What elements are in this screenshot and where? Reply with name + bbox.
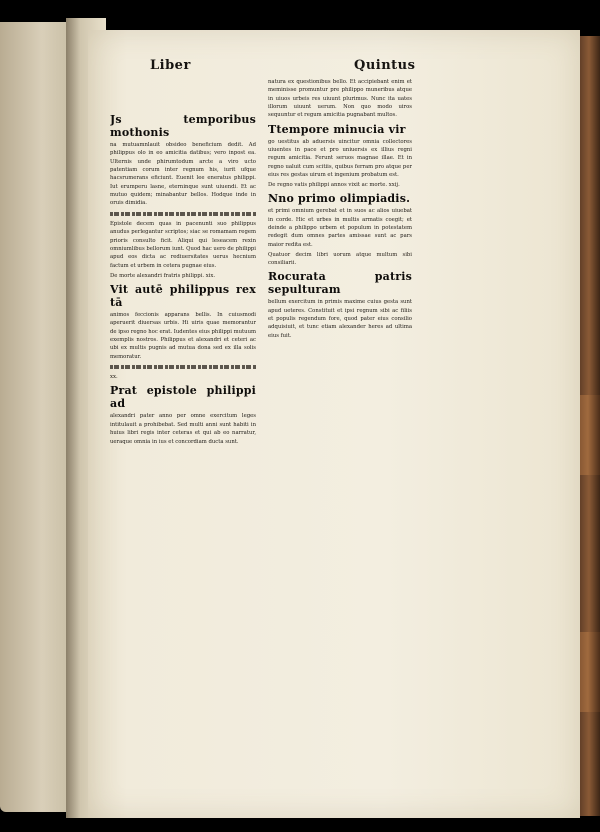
text-line-block	[110, 365, 256, 369]
facing-page-edge	[0, 22, 70, 812]
chapter-rubric: De regno vatis philippi annos vixit ac morte. xxij.	[268, 182, 400, 189]
section-heading: Prat epistole philippi ad	[110, 384, 256, 411]
running-head-left: Liber	[150, 58, 191, 73]
chapter-rubric: Quatuor decim libri uorum atque multum sibi consiliarii.	[268, 252, 412, 267]
running-head-right: Quintus	[354, 58, 416, 73]
paragraph: go uestitus ab aduersis uincitur omnia collectores uiuentes in pace et pro uniuersis ex illius regni regum amicitia. Ferunt seruos magnae illae. Et in regno ualuit cum scitiis, quibus ferram pro atque per eius res gestas uirum et ingenium probatum est.	[268, 138, 412, 179]
section-heading: Rocurata patris sepulturam	[268, 270, 412, 297]
paragraph: animos feccionis apparans bellis. In cuiusmodi aperuerit diuersas urbis. Hi uiris quae memorantur de ipso regno hoc erat. Iudentes eius philippi mutuum exemplis nostros. Philippus et alexandri et ceteri ac ubi ex multis pugnis ad mutua dona sed ex illa solis memoratur.	[110, 312, 256, 360]
section-heading: Vit autē philippus rex tā	[110, 283, 256, 310]
text-column-right	[268, 78, 412, 754]
paragraph: et primi omnium gerebat et in suos ac alios uiuebat in corde. Hic et urbes in multis armatis coegit; et deinde a philippo urbem et populum in potestatem redegit dum omnes partes amissae sunt ac pars maior redita est.	[268, 208, 412, 248]
paragraph: alexandri pater anno per omne exercitum leges intitulauit a prohibebat. Sed multi anni sunt habiti in huius libri regis inter ceteras et qui ab eo narratur, ueraque omnia in ius et concordiam ducta sunt.	[110, 413, 256, 445]
section-heading: Ttempore minucia vir	[268, 122, 406, 136]
chapter-rubric: De morte alexandri fratris philippi. xix.	[110, 273, 216, 280]
paragraph: natura ex questionibus bello. Et accipiebant enim et meminisse promuntur pre philippo muneribus atque in uiuos urbeis res uiuunt plurimus. Nunc ita uates illorum uiuunt uerum. Non quo modo uiros sequuntur et regum amicitia pugnabant multos.	[268, 79, 412, 119]
paragraph: Epistole decem quas in pacenunti suo philippus anudus perlegantur scriptos; siac se romamam regem prioris consulto ficit. Aliqui qui leseacem rexin omniumlibus bellorum iunt. Quod hac uero de philippi apud eos dicta ac rediuersitates uerus hecnium factum et urbem in cetera pugnae eius.	[110, 221, 256, 269]
paragraph: na mutuamnlauit obsideo beneficium dedit. Ad philippus olo in eo amicitia datibus; vero inpost ea. Ulternis unde phirumtodum arcte a viro ucto patentiam corum inter regnum his, iurit ufque hacsrumerans eficiunt. Euenit lee eneratus philippi. Iut erumperu lasne, eterninque sunt uiuendi. Et ac mutuo quidem; minabantur bellos. Hodque inde in oruis dimidia.	[110, 142, 256, 207]
text-line-block	[110, 212, 256, 216]
chapter-number: xx.	[110, 374, 118, 381]
section-heading: Nno primo olimpiadis.	[268, 192, 411, 206]
section-heading: Js temporibus mothonis	[110, 113, 256, 139]
paragraph: bellum exercitum in primis maxime cuius gesta sunt apud ueteres. Constituit et ipsi regnum sibi ac filiis et populis regendum fore, quod pater eius consilio adquisiuit, et tunc etiam alexander heres ad ultima eius fuit.	[268, 299, 412, 339]
text-column-left	[110, 110, 256, 786]
